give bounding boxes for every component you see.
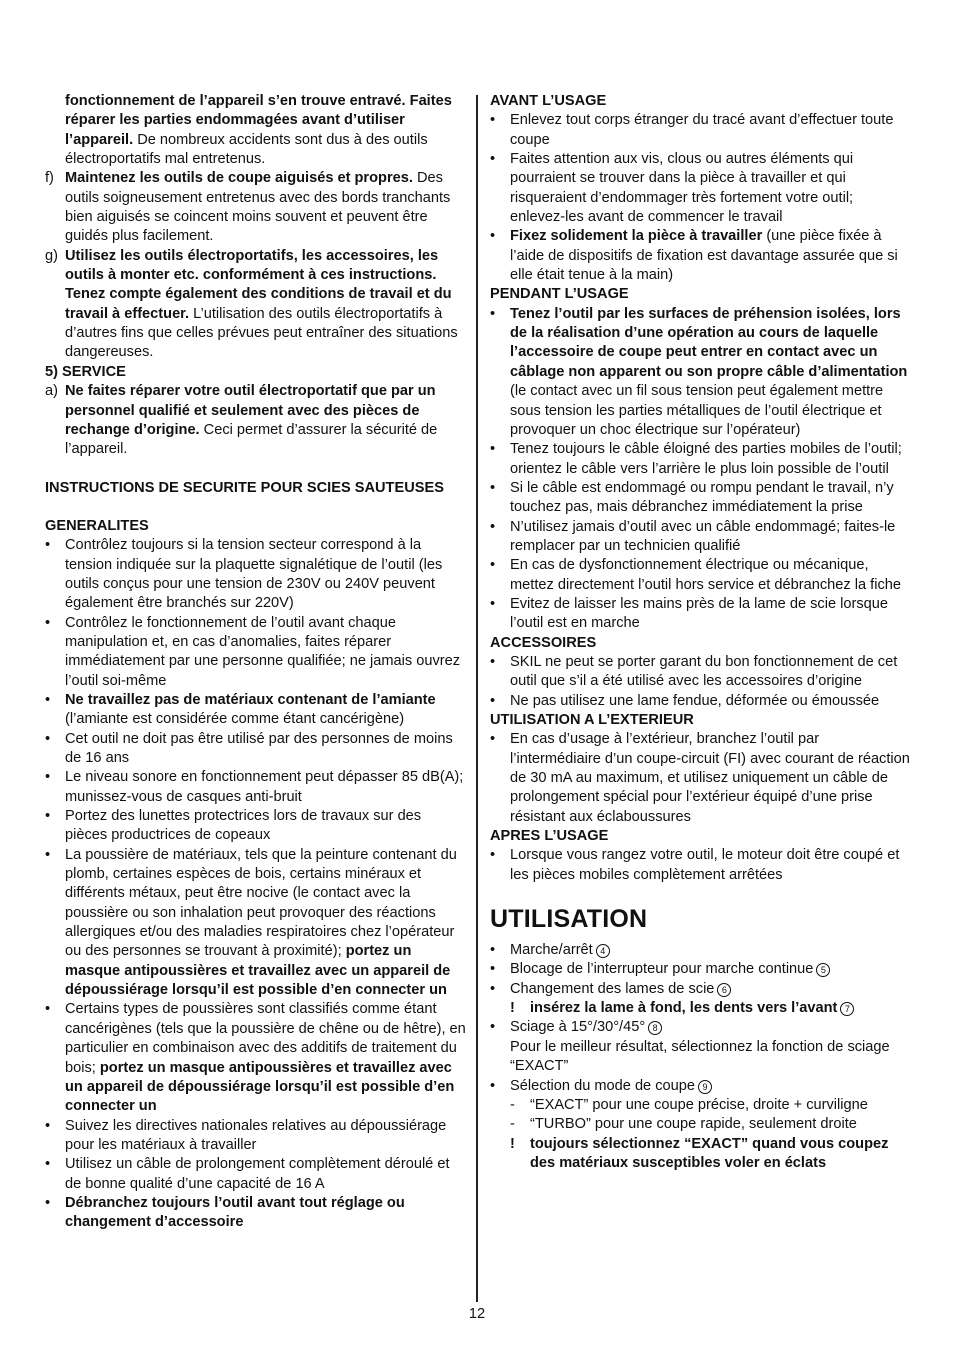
bullet: • [490,228,496,245]
body-text: (le contact avec un fil sous tension peut également mettre sous tension les parties métalliques de l’outil électrique et provoquer un choc électrique sur l’opérateur) [510,383,884,438]
body-text: Suivez les directives nationales relatives au dépoussiérage pour les matériaux à travailler [65,1117,447,1153]
bullet: • [45,846,51,863]
bold-text: Fixez solidement la pièce à travailler [510,228,763,245]
callout-number: 4 [596,944,610,958]
body-text: L’utilisation des outils électroportatifs à d’autres fins que celles prévues peut entraîner des situations dangereuses. [65,305,458,361]
bullet: • [490,847,496,864]
list-item [490,653,912,692]
body-text: “TURBO” pour une coupe rapide, seulement droite [530,1116,857,1133]
bold-text: Utilisez les outils électroportatifs, les accessoires, les outils à monter etc. conformément à ces instructions. Tenez compte également des conditions de travail et du travail à effectuer. [65,247,452,322]
avant-heading: AVANT L’USAGE [490,93,607,109]
util-sciage [490,1018,912,1076]
util-toujours [490,1135,912,1174]
generalites-heading: GENERALITES [45,517,149,534]
body-text: Sciage à 15°/30°/45° [510,1019,646,1036]
bullet: • [490,595,496,612]
util-exact [490,1096,912,1115]
spacer [45,460,467,479]
left-column [45,92,467,1233]
service-heading: 5) SERVICE [45,363,126,380]
body-text: N’utilisez jamais d’outil avec un câble endommagé; faites-le remplacer par un technicien qualifié [510,518,896,554]
bullet: • [490,980,496,997]
exterieur-list [490,730,912,827]
bold-text: Ne travaillez pas de matériaux contenant de l’amiante [65,691,436,708]
list-item [490,479,912,518]
bullet: • [490,479,496,496]
util-changement [490,980,912,999]
body-text: Ne pas utilisez une lame fendue, déformée ou émoussée [510,692,880,709]
callout-number: 5 [816,963,830,977]
bullet: • [45,691,51,708]
body-text: (l’amiante est considérée comme étant cancérigène) [65,711,405,728]
body-text: Lorsque vous rangez votre outil, le moteur doit être coupé et les pièces mobiles complètement arrêtées [510,847,900,883]
body-text: Utilisez un câble de prolongement complètement déroulé et de bonne qualité d’une capacité de 16 A [65,1156,450,1192]
list-item [45,536,467,613]
bullet: • [45,769,51,786]
list-item [490,730,912,827]
bullet: • [490,692,496,709]
bullet: • [490,731,496,748]
body-text: Faites attention aux vis, clous ou autres éléments qui pourraient se trouver dans la pièce à travailler et qui risqueraient d’endommager très fortement votre outil; enlevez-les avant de commencer le travail [510,151,854,226]
item-marker: a) [45,383,58,400]
item-g [45,247,467,363]
bold-text: Débranchez toujours l’outil avant tout réglage ou changement d’accessoire [65,1194,405,1231]
bold-text: Tenez l’outil par les surfaces de préhension isolées, lors de la réalisation d’une opération au cours de laquelle l’accessoire de coupe peut entrer en contact avec un câblage non apparent ou son propre câble d’alimentation [510,305,908,380]
body-text: Si le câble est endommagé ou rompu pendant le travail, n’y touchez pas, mais débranchez immédiatement la prise [510,479,894,516]
bold-text: insérez la lame à fond, les dents vers l’avant [530,1000,838,1017]
avant-list [490,111,912,285]
bullet: • [490,112,496,129]
bullet: • [45,1194,51,1211]
bold-text: portez un masque antipoussières et travaillez avec un appareil de dépoussiérage lorsqu’il est possible d’en connecter un [65,1059,455,1115]
bullet: • [45,614,51,631]
list-item [490,227,912,285]
utilisation-heading: UTILISATION [490,905,648,934]
bullet: • [490,557,496,574]
body-text: “EXACT” pour une coupe précise, droite + curviligne [530,1096,868,1113]
callout-number: 9 [698,1080,712,1094]
callout-number: 8 [648,1021,662,1035]
body-text: Le niveau sonore en fonctionnement peut dépasser 85 dB(A); munissez-vous de casques anti-bruit [65,769,464,805]
callout-number: 7 [840,1002,854,1016]
continued-paragraph [45,92,467,169]
body-text: Blocage de l’interrupteur pour marche continue [510,961,814,978]
bullet: • [45,808,51,825]
bold-text: Ne faites réparer votre outil électroportatif que par un personnel qualifié et seulement avec des pièces de rechange d’origine. [65,383,436,438]
warning-mark: ! [510,1000,515,1017]
accessoires-heading: ACCESSOIRES [490,634,597,651]
body-text: SKIL ne peut se porter garant du bon fonctionnement de cet outil que s’il a été utilisé avec les accessoires d’origine [510,653,898,690]
list-item [490,440,912,479]
body-text: Ceci permet d’assurer la sécurité de l’appareil. [65,421,438,458]
bold-text: portez un masque antipoussières et travaillez avec un appareil de dépoussiérage lorsqu’il est possible d’en connecter un [65,943,451,999]
bullet: • [45,1117,51,1134]
bullet: • [490,1019,496,1036]
apres-list [490,846,912,885]
body-text: De nombreux accidents sont dus à des outils électroportatifs mal entretenus. [65,131,428,168]
dash-marker: - [510,1096,515,1113]
list-item [45,1000,467,1116]
list-item [490,692,912,711]
util-blocage [490,960,912,979]
body-text: Enlevez tout corps étranger du tracé avant d’effectuer toute coupe [510,112,894,148]
bullet: • [490,1077,496,1094]
list-item [490,150,912,227]
body-text: Portez des lunettes protectrices lors de travaux sur des pièces productrices de copeaux [65,808,422,844]
body-text: Changement des lames de scie [510,980,715,997]
apres-heading: APRES L’USAGE [490,828,609,845]
right-column [490,92,912,1173]
body-text: En cas de dysfonctionnement électrique ou mécanique, mettez directement l’outil hors service et débranchez la fiche [510,557,901,593]
util-marche [490,941,912,960]
bold-text: Maintenez les outils de coupe aiguisés et propres. [65,170,413,187]
item-a [45,382,467,459]
list-item [45,1155,467,1194]
item-marker: g) [45,247,58,264]
body-text: Tenez toujours le câble éloigné des parties mobiles de l’outil; orientez le câble vers l’arrière le plus loin possible de l’outil [510,441,902,477]
body-text: En cas d’usage à l’extérieur, branchez l’outil par l’intermédiaire d’un coupe-circuit (FI) avec courant de réaction de 30 mA au maximum, et utilisez uniquement un câble de prolongement spécial pour l’extérieur équipé d’une prise résistant aux éclaboussures [510,731,910,825]
item-f [45,169,467,246]
bullet: • [490,961,496,978]
bullet: • [490,653,496,670]
bullet: • [490,441,496,458]
util-turbo [490,1115,912,1134]
spacer [45,498,467,517]
body-text: Sélection du mode de coupe [510,1077,695,1094]
pendant-heading: PENDANT L’USAGE [490,286,629,303]
scies-heading: INSTRUCTIONS DE SECURITE POUR SCIES SAUTEUSES [45,479,444,496]
body-text: Marche/arrêt [510,942,593,959]
bold-text: toujours sélectionnez “EXACT” quand vous coupez des matériaux susceptibles voler en éclats [530,1135,889,1171]
body-text: Pour le meilleur résultat, sélectionnez la fonction de sciage “EXACT” [510,1038,890,1075]
generalites-list [45,536,467,1232]
list-item [45,1117,467,1156]
bullet: • [45,730,51,747]
bullet: • [490,305,496,322]
page-number: 12 [468,1306,486,1322]
list-item [490,595,912,634]
body-text: Des outils soigneusement entretenus avec des bords tranchants bien aiguisés se coincent moins souvent et peuvent être guidés plus facilement. [65,170,451,245]
exterieur-heading: UTILISATION A L’EXTERIEUR [490,712,694,728]
list-item [45,691,467,730]
bold-text: fonctionnement de l’appareil s’en trouve entravé. Faites réparer les parties endommagées avant d’utiliser l’appareil. [65,93,452,148]
body-text: Certains types de poussières sont classifiés comme étant cancérigènes (tels que la poussière de chêne ou de hêtre), en particulier en combinaison avec des additifs de traitement du bois; [65,1001,466,1076]
bullet: • [45,1156,51,1173]
body-text: Cet outil ne doit pas être utilisé par des personnes de moins de 16 ans [65,730,453,766]
bullet: • [45,1001,51,1018]
dash-marker: - [510,1116,515,1133]
body-text: Contrôlez le fonctionnement de l’outil avant chaque manipulation et, en cas d’anomalies, faites réparer immédiatement par une personne qualifiée; ne jamais ouvrez l’outil soi-même [65,614,461,689]
item-marker: f) [45,170,54,187]
body-text: (une pièce fixée à l’aide de dispositifs de fixation est davantage assurée que si elle était tenue à la main) [510,228,898,284]
bullet: • [490,942,496,959]
body-text: Evitez de laisser les mains près de la lame de scie lorsque l’outil est en marche [510,595,888,632]
list-item [490,846,912,885]
warning-mark: ! [510,1135,515,1152]
list-item [45,768,467,807]
list-item [45,807,467,846]
list-item [45,1194,467,1233]
bullet: • [490,518,496,535]
body-text: Contrôlez toujours si la tension secteur correspond à la tension indiquée sur la plaquette signalétique de l’outil (les outils conçus pour une tension de 230V ou 240V peuvent également être branchés sur 220V) [65,537,443,612]
callout-number: 6 [717,983,731,997]
list-item [45,846,467,1001]
list-item [490,111,912,150]
bullet: • [45,537,51,554]
list-item [490,556,912,595]
list-item [490,518,912,557]
util-inserez [490,999,912,1018]
list-item [490,305,912,440]
list-item [45,730,467,769]
column-divider [476,95,478,1302]
accessoires-list [490,653,912,711]
pendant-list [490,305,912,634]
bullet: • [490,151,496,168]
body-text: La poussière de matériaux, tels que la peinture contenant du plomb, certaines espèces de bois, certains minéraux et différents métaux, peut être nocive (le contact avec la poussière ou son inhalation peut provoquer des réactions allergiques et/ou des maladies respiratoires chez l’opérateur ou des personnes se trouvant à proximité); [65,846,457,960]
list-item [45,614,467,691]
util-selection [490,1077,912,1096]
